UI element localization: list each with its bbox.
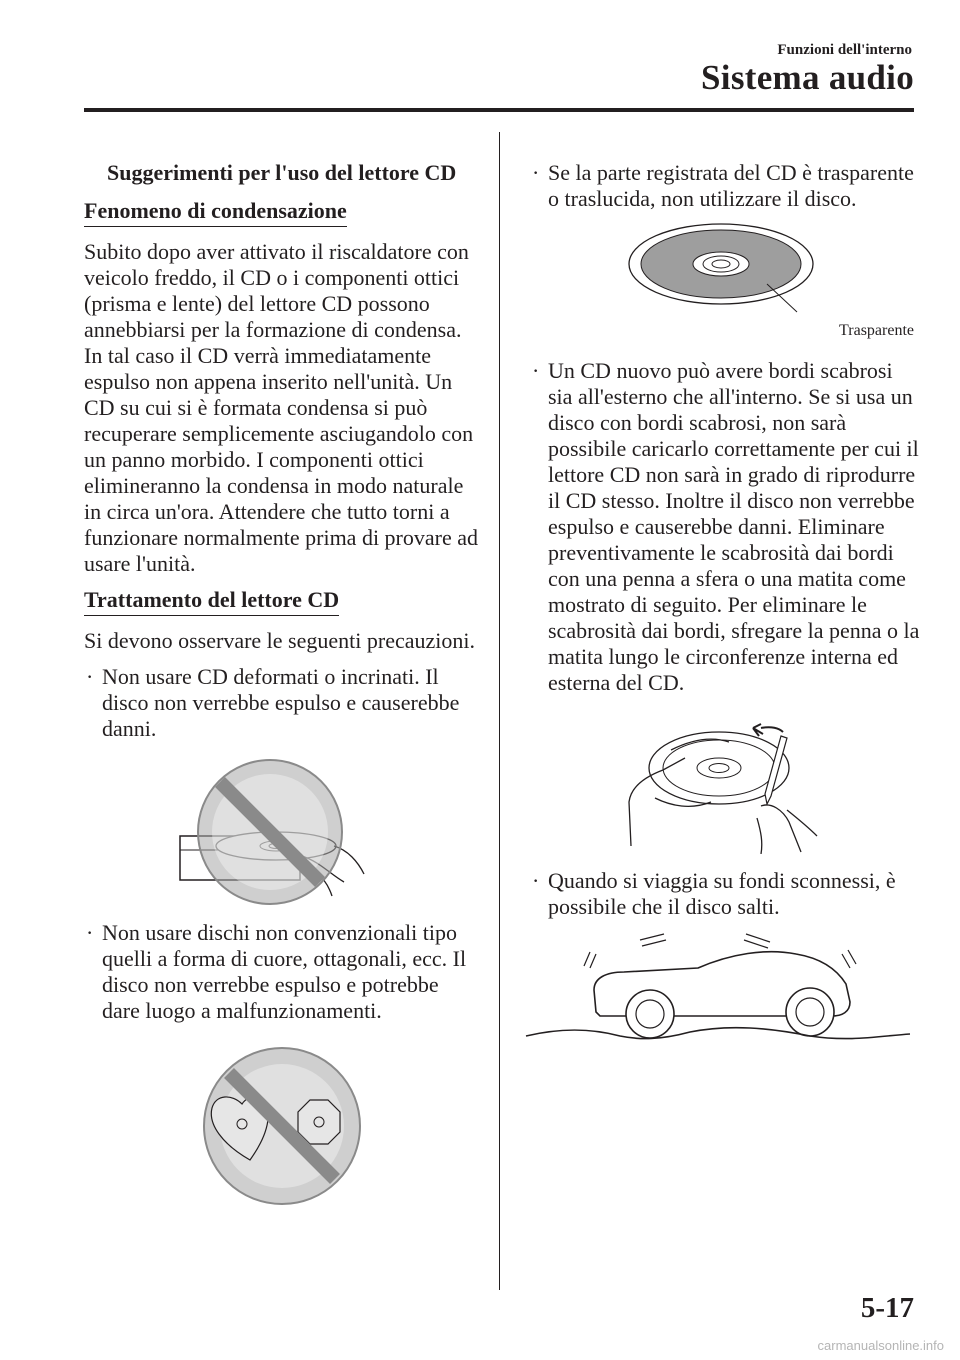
no-deformed-cd-illustration bbox=[152, 750, 412, 914]
bullet-dot: · bbox=[86, 664, 94, 689]
bullet-text: Un CD nuovo può avere bordi scabrosi sia all'esterno che all'interno. Se si usa un disco con bordi scabrosi, non sarà possibile caricarlo correttamente per cui il lettore CD non sarà in grado di riprodurre il CD stesso. Inoltre il disco non verrebbe espulso e causerebbe danni. Eliminare preventivamente le scabrosità dai bordi con una penna a sfera o una matita come mostrato di seguito. Per eliminare le scabrosità dai bordi, sfregare la penna o la matita lungo le circonferenze interna ed esterna del CD. bbox=[548, 358, 920, 695]
bullet-text: Quando si viaggia su fondi sconnessi, è possibile che il disco salti. bbox=[548, 868, 896, 919]
handling-intro: Si devono osservare le seguenti precauzioni. bbox=[84, 628, 475, 653]
bullet-nonstandard-cd bbox=[84, 920, 480, 1024]
right-column bbox=[530, 160, 922, 1052]
bullet-rough-edges bbox=[530, 358, 922, 696]
bullet-rough-road bbox=[530, 868, 922, 920]
bullet-transparent-cd bbox=[530, 160, 922, 212]
condensation-text: Subito dopo aver attivato il riscaldatore con veicolo freddo, il CD o i componenti ottici (prisma e lente) del lettore CD possono annebbiarsi per la formazione di condensa. In tal caso il CD verrà immediatamente espulso non appena inserito nell'unità. Un CD su cui si è formata condensa si può recuperare semplicemente asciugandolo con un panno morbido. I componenti ottici elimineranno la condensa in modo naturale in circa un'ora. Attendere che tutto torni a funzionare normalmente prima di provare ad usare l'unità. bbox=[84, 239, 479, 576]
transparent-label: Trasparente bbox=[839, 322, 914, 339]
topic-title: Suggerimenti per l'uso del lettore CD bbox=[107, 160, 457, 185]
bullet-dot: · bbox=[532, 160, 540, 185]
column-divider bbox=[499, 132, 500, 1290]
watermark: carmanualsonline.info bbox=[817, 1338, 944, 1353]
left-column bbox=[84, 160, 480, 1216]
bullet-dot: · bbox=[86, 920, 94, 945]
header-section-label: Funzioni dell'interno bbox=[777, 42, 912, 58]
bullet-text: Non usare CD deformati o incrinati. Il disco non verrebbe espulso e causerebbe danni. bbox=[102, 664, 460, 741]
handling-heading: Trattamento del lettore CD bbox=[84, 587, 339, 616]
transparent-cd-illustration bbox=[611, 220, 841, 320]
bullet-deformed-cd bbox=[84, 664, 480, 742]
no-shaped-cd-illustration bbox=[192, 1036, 372, 1216]
condensation-heading: Fenomeno di condensazione bbox=[84, 198, 347, 227]
header-title: Sistema audio bbox=[701, 58, 914, 97]
header-rule bbox=[84, 108, 914, 112]
page-number: 5-17 bbox=[860, 1292, 914, 1324]
car-on-bumpy-road-illustration bbox=[520, 932, 912, 1052]
bullet-dot: · bbox=[532, 868, 540, 893]
cd-deburring-illustration bbox=[611, 706, 841, 854]
bullet-text: Se la parte registrata del CD è trasparente o traslucida, non utilizzare il disco. bbox=[548, 160, 914, 211]
bullet-dot: · bbox=[532, 358, 540, 383]
bullet-text: Non usare dischi non convenzionali tipo quelli a forma di cuore, ottagonali, ecc. Il disco non verrebbe espulso e potrebbe dare luogo a malfunzionamenti. bbox=[102, 920, 467, 1023]
